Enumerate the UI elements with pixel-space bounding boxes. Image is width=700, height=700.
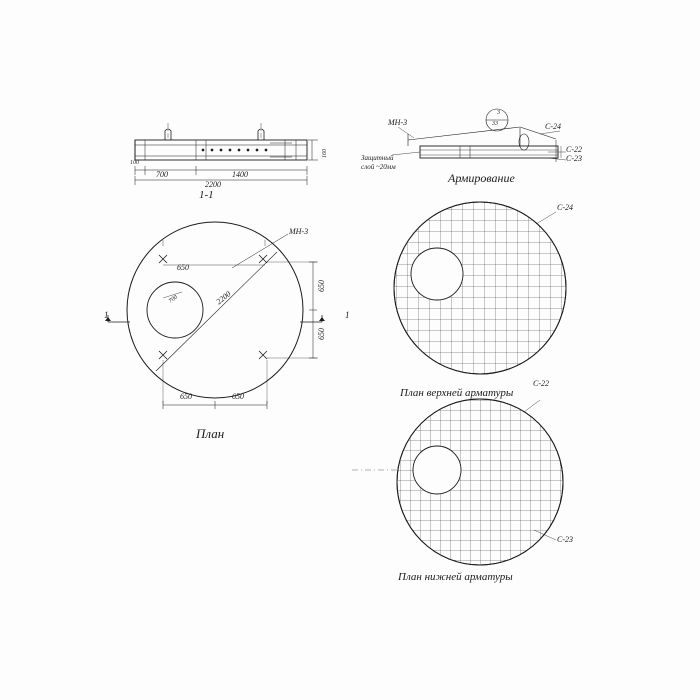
section-dim-left-edge: 100 (130, 160, 139, 166)
top-mesh-label-c24: С-24 (557, 203, 573, 212)
reinforcement-label-c23: С-23 (566, 154, 582, 163)
plan-dim-right-bottom: 650 (317, 328, 326, 340)
bottom-mesh-caption: План нижней арматуры (398, 571, 513, 583)
detail-bubble-top-number: 3 (497, 110, 500, 116)
plan-dim-bottom-left: 650 (180, 392, 192, 401)
reinforcement-section-view (392, 109, 566, 162)
plan-dim-hole: 700 (168, 294, 179, 305)
plan-dim-diameter-outer: 2200 (214, 289, 233, 307)
plan-dim-bottom-right: 650 (232, 392, 244, 401)
plan-callout-mn3: МН-3 (289, 227, 309, 236)
plan-section-mark-right: 1 (345, 310, 350, 320)
bottom-mesh-label-c22: С-22 (533, 379, 549, 388)
plan-view (105, 222, 325, 409)
bottom-mesh-label-c23: С-23 (557, 535, 573, 544)
plan-caption: План (196, 426, 225, 441)
top-mesh-caption: План верхней арматуры (400, 387, 514, 399)
top-mesh-plan (394, 202, 566, 374)
plan-dim-right-top: 650 (317, 280, 326, 292)
section-dim-total: 2200 (205, 180, 221, 189)
reinforcement-label-mn3: МН-3 (388, 118, 408, 127)
bottom-mesh-plan (352, 399, 563, 565)
section-caption: 1-1 (199, 189, 214, 201)
reinforcement-label-c22: С-22 (566, 145, 582, 154)
detail-bubble-bottom-number: 33 (492, 121, 498, 127)
plan-section-mark-left: 1 (104, 310, 109, 320)
reinforcement-caption: Армирование (448, 171, 515, 185)
protective-layer-note-line1: Защитный (361, 154, 394, 162)
section-dim-inner-left: 700 (156, 170, 168, 179)
section-dim-thickness: 160 (322, 149, 328, 158)
protective-layer-note-line2: слой ~20мм (361, 163, 396, 171)
reinforcement-label-c24: С-24 (545, 122, 561, 131)
plan-dim-left-top: 650 (177, 263, 189, 272)
section-dim-inner-right: 1400 (232, 170, 248, 179)
